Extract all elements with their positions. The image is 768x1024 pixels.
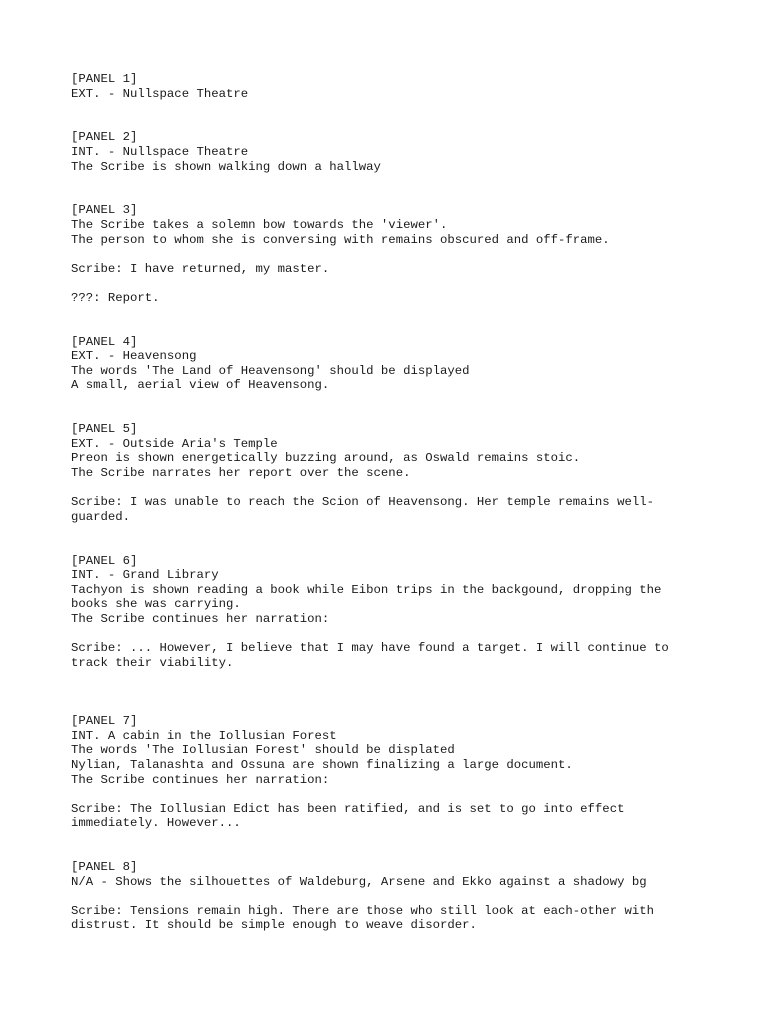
blank-line bbox=[71, 831, 711, 846]
script-line: Nylian, Talanashta and Ossuna are shown finalizing a large document. bbox=[71, 757, 573, 772]
dialogue-line: Scribe: I have returned, my master. bbox=[71, 261, 330, 276]
blank-line bbox=[71, 408, 711, 423]
blank-line bbox=[71, 481, 711, 496]
blank-line bbox=[71, 787, 711, 802]
panel-heading: [PANEL 2] bbox=[71, 130, 138, 145]
script-line: Tachyon is shown reading a book while Eibon trips in the backgound, dropping the bbox=[71, 582, 662, 597]
script-line: The words 'The Land of Heavensong' should be displayed bbox=[71, 363, 470, 378]
blank-line bbox=[71, 524, 711, 539]
panel-heading: [PANEL 4] bbox=[71, 334, 138, 349]
script-line: guarded. bbox=[71, 509, 131, 524]
blank-line bbox=[71, 276, 711, 291]
blank-line bbox=[71, 700, 711, 715]
script-line: The Scribe takes a solemn bow towards the 'viewer'. bbox=[71, 217, 448, 232]
blank-line bbox=[71, 845, 711, 860]
dialogue-line: Scribe: Tensions remain high. There are those who still look at each-other with bbox=[71, 903, 654, 918]
panel-heading: [PANEL 1] bbox=[71, 72, 138, 86]
dialogue-line: ???: Report. bbox=[71, 290, 160, 305]
blank-line bbox=[71, 174, 711, 189]
blank-line bbox=[71, 670, 711, 685]
panel-heading: [PANEL 8] bbox=[71, 860, 138, 875]
script-line: The Scribe is shown walking down a hallway bbox=[71, 159, 381, 174]
panel-heading: [PANEL 3] bbox=[71, 203, 138, 218]
script-line: distrust. It should be simple enough to weave disorder. bbox=[71, 918, 477, 933]
scene-heading: INT. - Grand Library bbox=[71, 568, 219, 583]
panel-heading: [PANEL 7] bbox=[71, 714, 138, 729]
script-document bbox=[71, 72, 711, 933]
scene-heading: EXT. - Outside Aria's Temple bbox=[71, 436, 278, 451]
blank-line bbox=[71, 627, 711, 642]
script-line: The Scribe continues her narration: bbox=[71, 611, 330, 626]
blank-line bbox=[71, 247, 711, 262]
script-line: The Scribe narrates her report over the scene. bbox=[71, 466, 411, 481]
blank-line bbox=[71, 685, 711, 700]
dialogue-line: Scribe: I was unable to reach the Scion of Heavensong. Her temple remains well- bbox=[71, 495, 654, 510]
blank-line bbox=[71, 889, 711, 904]
script-line: A small, aerial view of Heavensong. bbox=[71, 378, 330, 393]
scene-heading: N/A - Shows the silhouettes of Waldeburg, Arsene and Ekko against a shadowy bg bbox=[71, 874, 647, 889]
scene-heading: EXT. - Nullspace Theatre bbox=[71, 86, 249, 101]
panel-heading: [PANEL 5] bbox=[71, 422, 138, 437]
scene-heading: INT. - Nullspace Theatre bbox=[71, 144, 249, 159]
panel-heading: [PANEL 6] bbox=[71, 553, 138, 568]
script-line: The Scribe continues her narration: bbox=[71, 772, 330, 787]
blank-line bbox=[71, 189, 711, 204]
scene-heading: EXT. - Heavensong bbox=[71, 349, 197, 364]
script-line: immediately. However... bbox=[71, 816, 241, 831]
blank-line bbox=[71, 306, 711, 321]
dialogue-line: Scribe: ... However, I believe that I may have found a target. I will continue to bbox=[71, 641, 669, 656]
blank-line bbox=[71, 539, 711, 554]
script-line: The words 'The Iollusian Forest' should be displated bbox=[71, 743, 455, 758]
script-line: track their viability. bbox=[71, 655, 234, 670]
script-line: books she was carrying. bbox=[71, 597, 241, 612]
script-line: The person to whom she is conversing with remains obscured and off-frame. bbox=[71, 232, 610, 247]
script-line: Preon is shown energetically buzzing around, as Oswald remains stoic. bbox=[71, 451, 581, 466]
dialogue-line: Scribe: The Iollusian Edict has been ratified, and is set to go into effect bbox=[71, 801, 625, 816]
blank-line bbox=[71, 393, 711, 408]
blank-line bbox=[71, 116, 711, 131]
blank-line bbox=[71, 320, 711, 335]
scene-heading: INT. A cabin in the Iollusian Forest bbox=[71, 728, 337, 743]
blank-line bbox=[71, 101, 711, 116]
